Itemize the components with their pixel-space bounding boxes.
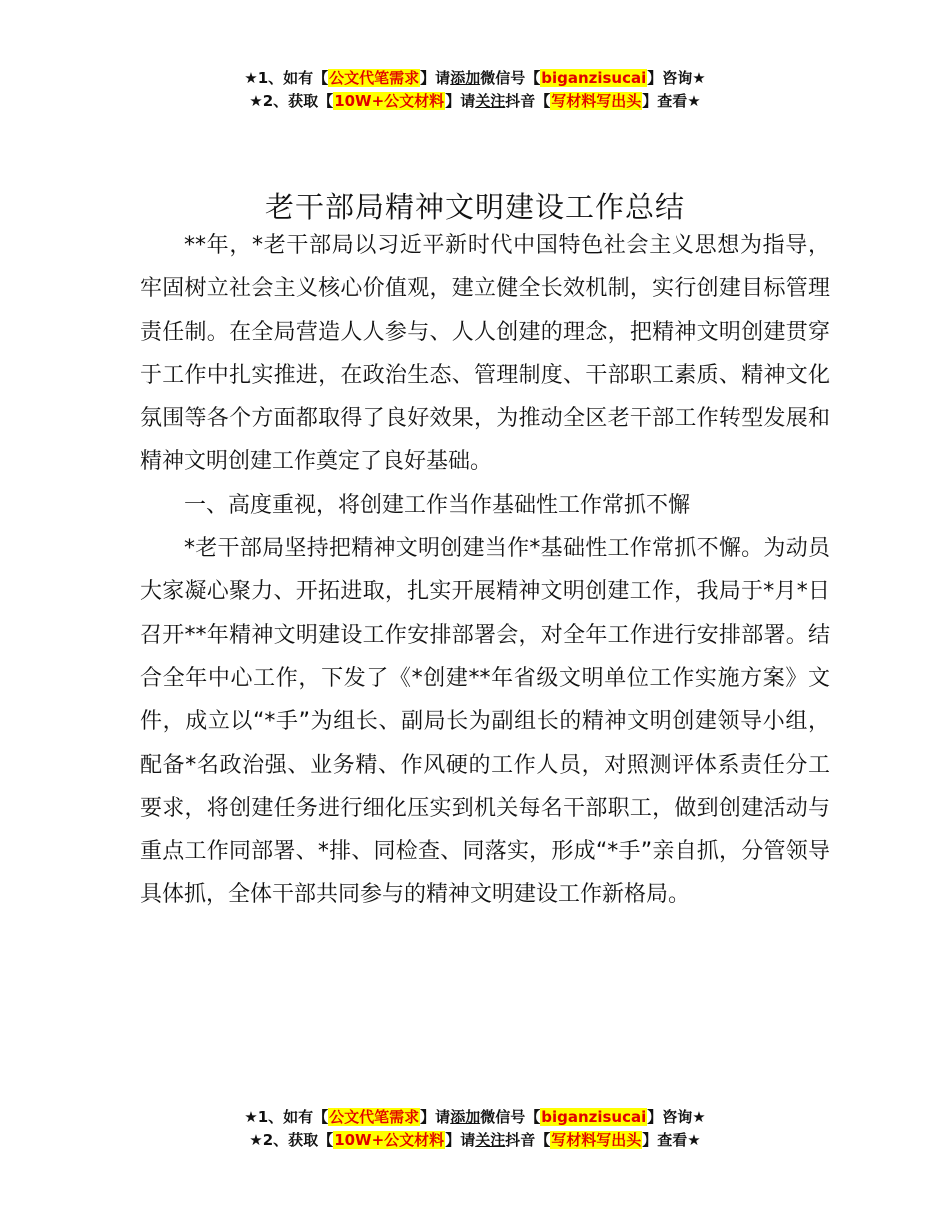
banner-line-1 (0, 67, 950, 90)
header-banner (0, 67, 950, 113)
banner-text: 】查看★ (642, 1131, 701, 1149)
banner-underlined-text: 添加 (450, 69, 481, 87)
document-title: 老干部局精神文明建设工作总结 (264, 190, 685, 225)
banner-highlight: 写材料写出头 (551, 1131, 642, 1149)
banner-text: 】查看★ (642, 92, 701, 110)
banner-text: ★1、如有【 (244, 69, 329, 87)
banner-text: 】咨询★ (647, 69, 706, 87)
banner-text: 微信号【 (480, 1108, 541, 1126)
banner-text: 】咨询★ (647, 1108, 706, 1126)
banner-underlined-text: 关注 (475, 92, 506, 110)
banner-highlight: 写材料写出头 (551, 92, 642, 110)
banner-line-1 (0, 1106, 950, 1129)
banner-line-2 (0, 90, 950, 113)
banner-underlined-text: 关注 (475, 1131, 506, 1149)
banner-text: 抖音【 (505, 92, 551, 110)
paragraph-section-1: *老干部局坚持把精神文明创建当作*基础性工作常抓不懈。为动员大家凝心聚力、开拓进取，扎实开展精神文明创建工作，我局于*月*日召开**年精神文明建设工作安排部署会，对全年工作进行安排部署。结合全年中心工作，下发了《*创建**年省级文明单位工作实施方案》文件，成立以“*手”为组长、副局长为副组长的精神文明创建领导小组，配备*名政治强、业务精、作风硬的工作人员，对照测评体系责任分工要求，将创建任务进行细化压实到机关每名干部职工，做到创建活动与重点工作同部署、*排、同检查、同落实，形成“*手”亲自抓，分管领导具体抓，全体干部共同参与的精神文明建设工作新格局。 (140, 536, 830, 908)
banner-highlight: 10W+公文材料 (334, 92, 445, 110)
banner-highlight: 10W+公文材料 (334, 1131, 445, 1149)
banner-highlight: 公文代笔需求 (329, 1108, 420, 1126)
banner-underlined-text: 添加 (450, 1108, 481, 1126)
section-heading-1: 一、高度重视，将创建工作当作基础性工作常抓不懈 (184, 492, 691, 518)
banner-text: 】请 (445, 92, 476, 110)
banner-line-2 (0, 1129, 950, 1152)
document-body (140, 224, 830, 917)
banner-text: 】请 (420, 1108, 451, 1126)
banner-highlight: 公文代笔需求 (329, 69, 420, 87)
banner-text: 微信号【 (480, 69, 541, 87)
banner-text: ★2、获取【 (249, 92, 334, 110)
banner-highlight: biganzisucai (541, 1108, 647, 1126)
banner-highlight: biganzisucai (541, 69, 647, 87)
banner-text: 】请 (445, 1131, 476, 1149)
banner-text: ★2、获取【 (249, 1131, 334, 1149)
banner-text: 】请 (420, 69, 451, 87)
banner-text: ★1、如有【 (244, 1108, 329, 1126)
footer-banner (0, 1106, 950, 1152)
banner-text: 抖音【 (505, 1131, 551, 1149)
paragraph-intro: **年，*老干部局以习近平新时代中国特色社会主义思想为指导，牢固树立社会主义核心价值观，建立健全长效机制，实行创建目标管理责任制。在全局营造人人参与、人人创建的理念，把精神文明创建贯穿于工作中扎实推进，在政治生态、管理制度、干部职工素质、精神文化氛围等各个方面都取得了良好效果，为推动全区老干部工作转型发展和精神文明创建工作奠定了良好基础。 (140, 233, 830, 475)
